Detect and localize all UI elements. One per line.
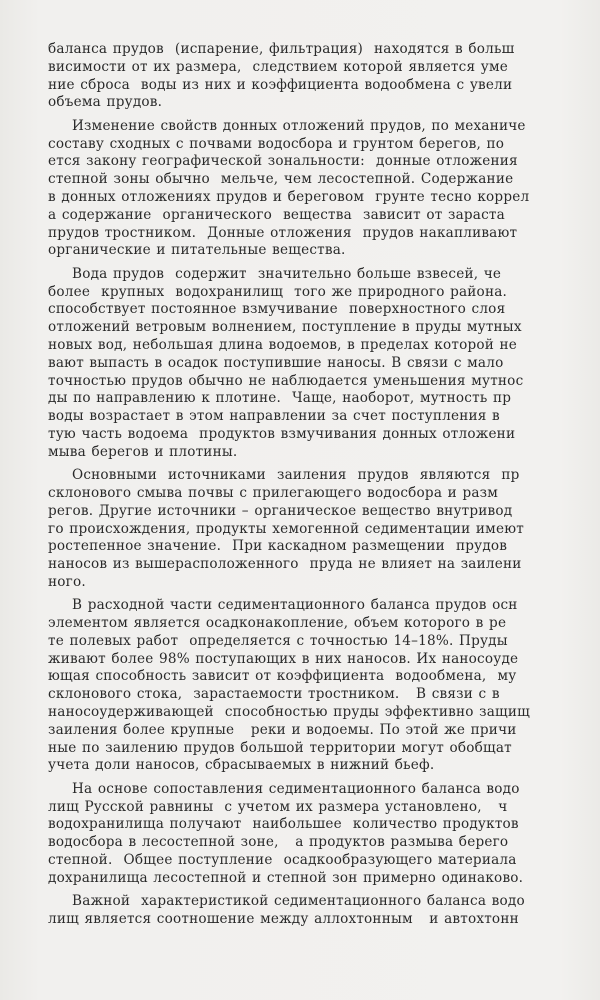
text-line: прудов тростником. Донные отложения прудов накапливают xyxy=(48,224,518,241)
paragraph xyxy=(48,41,585,112)
text-line: ного. xyxy=(48,573,86,590)
text-line: лищ является соотношение между аллохтонным и автохтонн xyxy=(48,911,519,928)
text-line: ростепенное значение. При каскадном размещении прудов xyxy=(48,538,508,555)
text-line: ние сброса воды из них и коэффициента водообмена с увели xyxy=(48,76,513,93)
text-line: степной. Общее поступление осадкообразующего материала xyxy=(48,852,517,869)
text-line: склонового стока, зарастаемости тростником. В связи с в xyxy=(48,686,500,703)
text-line: го происхождения, продукты хемогенной седиментации имеют xyxy=(48,520,524,537)
text-line: ющая способность зависит от коэффициента водообмена, му xyxy=(48,668,517,685)
text-line: ды по направлению к плотине. Чаще, наоборот, мутность пр xyxy=(48,390,512,407)
text-line: лищ Русской равнины с учетом их размера установлено, ч xyxy=(48,798,508,815)
text-line: органические и питательные вещества. xyxy=(48,242,346,259)
text-line: водосбора в лесостепной зоне, а продуктов размыва берего xyxy=(48,834,509,851)
text-line: более крупных водохранилищ того же природного района. xyxy=(48,283,508,300)
text-line: ется закону географической зональности: донные отложения xyxy=(48,153,518,170)
text-line: Изменение свойств донных отложений прудов, по механиче xyxy=(72,117,526,134)
text-line: висимости от их размера, следствием которой является уме xyxy=(48,58,508,75)
text-line: вают выпасть в осадок поступившие наносы. В связи с мало xyxy=(48,354,504,371)
paragraph xyxy=(48,467,585,592)
text-line: Вода прудов содержит значительно больше взвесей, че xyxy=(72,265,502,282)
paragraph xyxy=(48,597,585,775)
paragraph xyxy=(48,118,585,260)
text-line: На основе сопоставления седиментационного баланса водо xyxy=(72,780,520,797)
text-line: заиления более крупные реки и водоемы. По этой же причи xyxy=(48,721,517,738)
paragraph xyxy=(48,781,585,888)
text-line: живают более 98% поступающих в них наносов. Их наносоуде xyxy=(48,650,519,667)
text-line: наносоудерживающей способностью пруды эффективно защищ xyxy=(48,704,530,721)
text-line: В расходной части седиментационного баланса прудов осн xyxy=(72,597,518,614)
text-line: мыва берегов и плотины. xyxy=(48,443,238,460)
text-line: склонового смыва почвы с прилегающего водосбора и разм xyxy=(48,484,499,501)
text-line: Основными источниками заиления прудов являются пр xyxy=(72,467,520,484)
text-line: водохранилища получают наибольшее количество продуктов xyxy=(48,816,519,833)
text-line: ные по заилению прудов большой территории могут обобщат xyxy=(48,739,512,756)
text-line: отложений ветровым волнением, поступление в пруды мутных xyxy=(48,319,522,336)
text-line: воды возрастает в этом направлении за счет поступления в xyxy=(48,408,500,425)
text-line: баланса прудов (испарение, фильтрация) находятся в больш xyxy=(48,41,515,57)
text-line: новых вод, небольшая длина водоемов, в пределах которой не xyxy=(48,336,518,353)
text-line: составу сходных с почвами водосбора и грунтом берегов, по xyxy=(48,135,505,152)
paragraph xyxy=(48,266,585,462)
text-line: степной зоны обычно мельче, чем лесостепной. Содержание xyxy=(48,171,514,188)
text-line: наносов из вышерасположенного пруда не влияет на заилени xyxy=(48,556,522,573)
text-line: Важной характеристикой седиментационного баланса водо xyxy=(72,893,525,910)
text-line: а содержание органического вещества зависит от зараста xyxy=(48,206,505,223)
paragraph xyxy=(48,893,585,929)
text-line: способствует постоянное взмучивание поверхностного слоя xyxy=(48,301,506,318)
document-body xyxy=(48,41,585,929)
text-line: те полевых работ определяется с точностью 14–18%. Пруды xyxy=(48,632,508,649)
text-line: в донных отложениях прудов и береговом грунте тесно коррел xyxy=(48,188,530,205)
text-line: регов. Другие источники – органическое вещество внутривод xyxy=(48,502,513,519)
text-line: учета доли наносов, сбрасываемых в нижний бьеф. xyxy=(48,757,435,774)
text-line: точностью прудов обычно не наблюдается уменьшения мутнос xyxy=(48,372,524,389)
text-line: объема прудов. xyxy=(48,94,163,111)
text-line: элементом является осадконакопление, объем которого в ре xyxy=(48,615,507,632)
text-line: дохранилища лесостепной и степной зон примерно одинаково. xyxy=(48,869,524,886)
text-line: тую часть водоема продуктов взмучивания донных отложени xyxy=(48,425,516,442)
